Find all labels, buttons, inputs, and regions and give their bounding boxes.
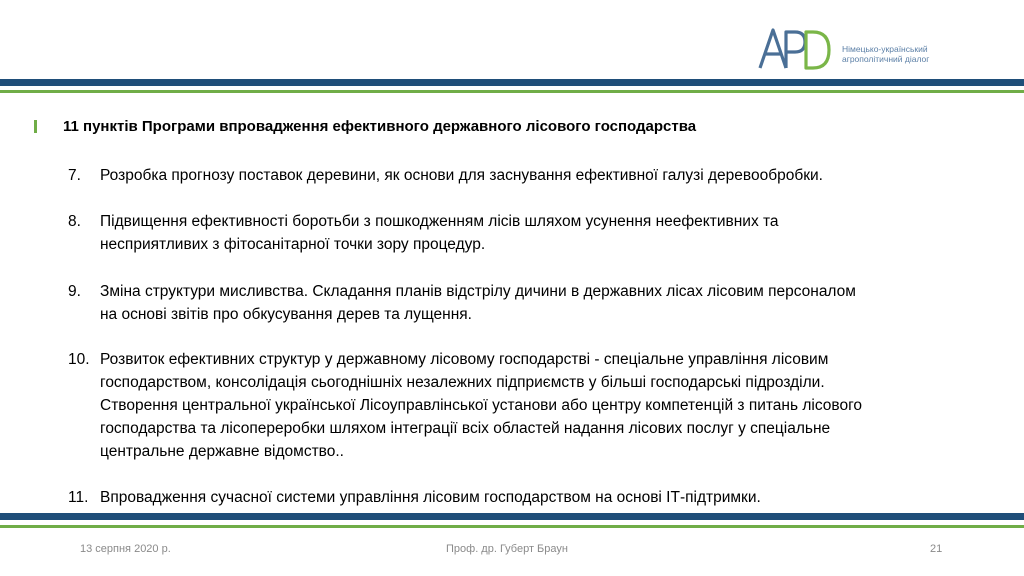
list-item-text [100,164,988,187]
list-item-line: на основі звітів про обкусування дерев та лущення. [100,306,472,323]
logo-caption [842,44,929,64]
list-item-line: центральне державне відомство.. [100,443,344,460]
footer-date: 13 серпня 2020 р. [80,543,171,555]
list-item-line: Розвиток ефективних структур у державному лісовому господарстві - спеціальне управління лісовим [100,351,829,368]
list-item-7 [68,164,988,187]
list-item-line: господарства та лісопереробки шляхом інтеграції всіх областей надання лісових послуг у спеціальне [100,420,831,437]
header-stripe-green [0,90,1024,93]
list-item-number: 10. [68,351,90,368]
slide-heading: 11 пунктів Програми впровадження ефективного державного лісового господарства [63,118,697,135]
footer-author: Проф. др. Губерт Браун [446,543,568,555]
list-item-line: несприятливих з фітосанітарної точки зору процедур. [100,236,486,253]
list-item-number: 7. [68,167,81,184]
list-item-number: 11. [68,489,89,506]
list-item-line: Зміна структури мисливства. Складання планів відстрілу дичини в державних лісах лісовим персоналом [100,283,856,300]
list-item-number: 8. [68,213,81,230]
list-item-9 [68,280,988,326]
heading-row [34,118,696,135]
list-item-line: Створення центральної української Лісоуправлінської установи або центру компетенцій з питань лісового [100,397,863,414]
list-item-text [100,210,988,256]
header-stripe-blue [0,79,1024,86]
page-number: 21 [930,543,943,555]
apd-logo-mark [758,24,832,74]
list-item-text [100,348,988,463]
apd-logo [758,24,958,74]
logo-caption-line2: агрополітичний діалог [842,54,930,64]
footer-stripe-green [0,525,1024,528]
list-item-text [100,486,988,509]
list-item-10 [68,348,988,463]
list-item-line: господарством, консолідація сьогоднішніх незалежних підприємств у більші господарські підрозділи. [100,374,825,391]
list-item-line: Впровадження сучасної системи управління лісовим господарством на основі ІТ-підтримки. [100,489,761,506]
footer-stripe-blue [0,513,1024,520]
list-item-8 [68,210,988,256]
list-item-11 [68,486,988,509]
heading-bullet-bar [34,120,37,133]
list-item-text [100,280,988,326]
logo-caption-line1: Німецько-український [842,44,928,54]
list-item-line: Розробка прогнозу поставок деревини, як основи для заснування ефективної галузі деревообробки. [100,167,823,184]
list-item-number: 9. [68,283,81,300]
list-item-line: Підвищення ефективності боротьби з пошкодженням лісів шляхом усунення неефективних та [100,213,779,230]
